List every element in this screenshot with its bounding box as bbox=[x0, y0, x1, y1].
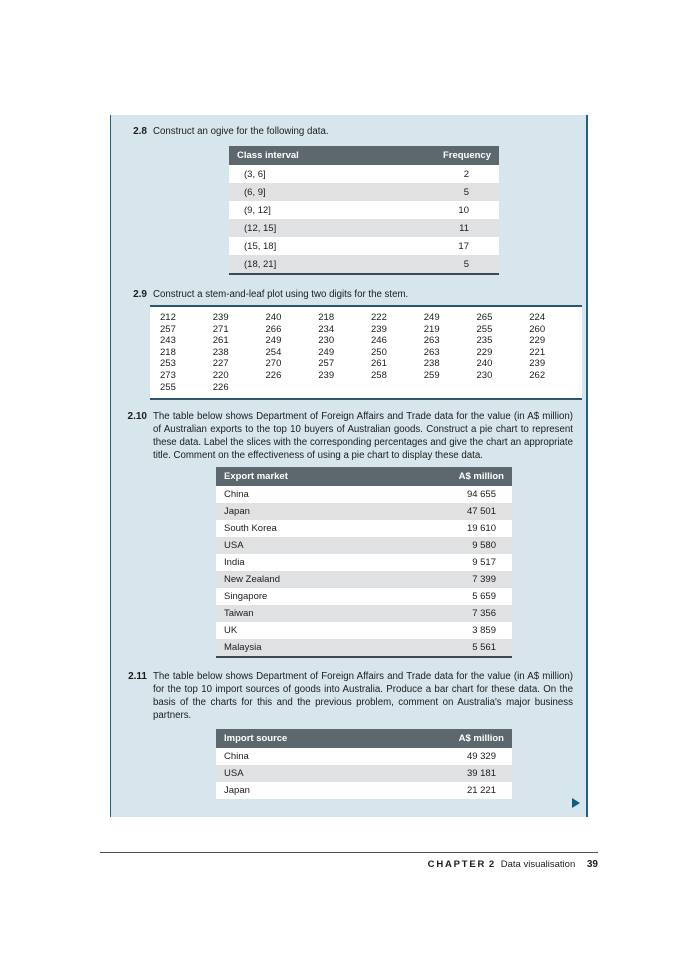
export-market-row bbox=[216, 639, 512, 656]
table-cell: 3 859 bbox=[472, 625, 496, 637]
table-cell: (6, 9] bbox=[244, 186, 266, 198]
import-source-row bbox=[216, 765, 512, 782]
import-source-row bbox=[216, 748, 512, 765]
table-cell: 2 bbox=[463, 168, 469, 180]
import-source-table bbox=[216, 729, 512, 799]
data-values-row bbox=[160, 324, 582, 336]
exercise-text: The table below shows Department of Foreign Affairs and Trade data for the value (in A$ million) for the top 10 import sources of goods into Australia. Produce a bar chart for these data. On the basis of the charts for this and the previous problem, comment on Australia's major business partners. bbox=[153, 671, 573, 722]
table-cell: 7 399 bbox=[472, 574, 496, 586]
table-cell: 11 bbox=[459, 222, 469, 234]
column-header-a-million: A$ million bbox=[458, 471, 504, 483]
table-cell: 229 bbox=[529, 335, 546, 347]
exercise-number: 2.10 bbox=[127, 411, 147, 423]
table-cell: 47 501 bbox=[466, 506, 496, 518]
table-cell: 49 329 bbox=[466, 751, 496, 763]
table-cell: 257 bbox=[318, 358, 335, 370]
exercise-text: Construct a stem-and-leaf plot using two digits for the stem. bbox=[153, 289, 409, 300]
table-cell: South Korea bbox=[224, 523, 277, 535]
table-cell: 263 bbox=[423, 335, 440, 347]
table-cell: 39 181 bbox=[466, 768, 496, 780]
table-cell: 250 bbox=[371, 346, 387, 358]
page-continues-arrow-icon bbox=[572, 798, 580, 808]
table-cell: 239 bbox=[318, 369, 335, 381]
table-cell: 254 bbox=[265, 346, 282, 358]
export-market-row bbox=[216, 520, 512, 537]
chapter-title: Data visualisation bbox=[500, 859, 576, 870]
table-cell: (15, 18] bbox=[244, 240, 277, 252]
exercise-number: 2.9 bbox=[133, 289, 147, 300]
data-values-row bbox=[160, 382, 582, 394]
export-market-table bbox=[216, 467, 512, 658]
table-cell: India bbox=[224, 557, 245, 569]
table-cell: 273 bbox=[160, 369, 176, 381]
table-cell: 218 bbox=[318, 312, 335, 323]
export-market-row bbox=[216, 554, 512, 571]
column-header-import-source: Import source bbox=[224, 733, 288, 745]
page-footer bbox=[100, 852, 598, 870]
table-cell: 219 bbox=[423, 323, 440, 335]
table-cell: 222 bbox=[371, 312, 387, 323]
import-source-row bbox=[216, 782, 512, 799]
table-cell: (18, 21] bbox=[244, 258, 277, 270]
chapter-label: CHAPTER bbox=[427, 859, 487, 870]
table-cell: 7 356 bbox=[472, 608, 496, 620]
table-cell: 230 bbox=[318, 335, 335, 347]
data-values-row bbox=[160, 347, 582, 359]
table-cell: 262 bbox=[529, 369, 546, 381]
table-cell: 243 bbox=[160, 335, 176, 347]
chapter-number: 2 bbox=[488, 859, 495, 870]
data-values-row bbox=[160, 312, 582, 324]
table-cell: 249 bbox=[318, 346, 335, 358]
table-cell: 239 bbox=[212, 312, 229, 323]
table-cell: 238 bbox=[212, 346, 229, 358]
table-cell: 266 bbox=[265, 323, 282, 335]
table-cell: Malaysia bbox=[224, 642, 262, 654]
table-cell: 234 bbox=[318, 323, 335, 335]
table-cell: 270 bbox=[265, 358, 282, 370]
column-header-frequency: Frequency bbox=[442, 150, 491, 161]
table-cell: USA bbox=[224, 768, 244, 780]
class-interval-row bbox=[229, 201, 499, 219]
table-cell: 212 bbox=[160, 312, 176, 323]
table-cell: China bbox=[224, 751, 249, 763]
exercises-panel bbox=[110, 115, 588, 817]
table-cell: Japan bbox=[224, 785, 250, 797]
table-cell: 94 655 bbox=[466, 489, 496, 501]
table-cell: 261 bbox=[371, 358, 387, 370]
exercise-2-10 bbox=[111, 410, 586, 462]
table-cell: 261 bbox=[212, 335, 229, 347]
class-interval-row bbox=[229, 183, 499, 201]
table-cell: 240 bbox=[476, 358, 493, 370]
exercise-2-8 bbox=[111, 125, 586, 138]
table-body bbox=[229, 165, 499, 273]
table-cell: 257 bbox=[160, 323, 176, 335]
table-cell: 249 bbox=[265, 335, 282, 347]
class-interval-row bbox=[229, 255, 499, 273]
table-cell: 226 bbox=[212, 381, 229, 393]
table-cell: 230 bbox=[476, 369, 493, 381]
table-cell: 221 bbox=[529, 346, 546, 358]
export-market-row bbox=[216, 622, 512, 639]
table-cell: Japan bbox=[224, 506, 250, 518]
export-market-row bbox=[216, 571, 512, 588]
exercise-number: 2.11 bbox=[128, 671, 147, 683]
table-header-row bbox=[216, 729, 512, 748]
table-cell: 239 bbox=[371, 323, 387, 335]
page-number: 39 bbox=[586, 859, 598, 870]
exercise-2-9 bbox=[111, 288, 586, 301]
column-header-export-market: Export market bbox=[224, 471, 288, 483]
table-cell: China bbox=[224, 489, 249, 501]
column-header-a-million: A$ million bbox=[458, 733, 504, 745]
table-body bbox=[216, 486, 512, 656]
class-interval-table bbox=[229, 146, 499, 275]
table-cell: 263 bbox=[423, 346, 440, 358]
table-cell: 255 bbox=[160, 381, 176, 393]
table-cell: 5 bbox=[463, 258, 469, 270]
table-header-row bbox=[229, 146, 499, 165]
exercise-text: The table below shows Department of Foreign Affairs and Trade data for the value (in A$ million) of Australian exports to the top 10 buyers of Australian goods. Construct a pie chart to represent these data. Label the slices with the corresponding percentages and give the chart an appropriate title. Comment on the effectiveness of using a pie chart to display these data. bbox=[153, 411, 573, 462]
table-header-row bbox=[216, 467, 512, 486]
data-values-row bbox=[160, 370, 582, 382]
class-interval-row bbox=[229, 237, 499, 255]
table-cell: 253 bbox=[160, 358, 176, 370]
table-cell: (9, 12] bbox=[244, 204, 271, 216]
class-interval-row bbox=[229, 165, 499, 183]
table-cell: New Zealand bbox=[224, 574, 280, 586]
table-cell: 9 580 bbox=[472, 540, 496, 552]
table-cell: 227 bbox=[212, 358, 229, 370]
class-interval-row bbox=[229, 219, 499, 237]
table-cell: 260 bbox=[529, 323, 546, 335]
table-cell: 240 bbox=[265, 312, 282, 323]
table-cell: 238 bbox=[423, 358, 440, 370]
table-cell: 19 610 bbox=[466, 523, 496, 535]
table-cell: 5 bbox=[463, 186, 469, 198]
table-cell: 255 bbox=[476, 323, 493, 335]
column-header-class-interval: Class interval bbox=[237, 150, 299, 161]
table-cell: 271 bbox=[212, 323, 229, 335]
table-cell: 235 bbox=[476, 335, 493, 347]
table-cell: 258 bbox=[371, 369, 387, 381]
exercise-2-11 bbox=[111, 670, 586, 722]
table-cell: 220 bbox=[212, 369, 229, 381]
table-cell: (12, 15] bbox=[244, 222, 277, 234]
stem-leaf-data-box bbox=[150, 305, 582, 400]
table-cell: USA bbox=[224, 540, 244, 552]
export-market-row bbox=[216, 605, 512, 622]
table-cell: 5 561 bbox=[472, 642, 496, 654]
table-cell: 246 bbox=[371, 335, 387, 347]
export-market-row bbox=[216, 588, 512, 605]
table-cell: 5 659 bbox=[472, 591, 496, 603]
table-cell: (3, 6] bbox=[244, 168, 266, 180]
table-cell: 229 bbox=[476, 346, 493, 358]
table-cell: 249 bbox=[423, 312, 440, 323]
table-body bbox=[216, 748, 512, 799]
table-cell: 226 bbox=[265, 369, 282, 381]
exercise-text: Construct an ogive for the following data. bbox=[153, 126, 329, 137]
table-cell: 10 bbox=[458, 204, 469, 216]
data-values-row bbox=[160, 335, 582, 347]
table-cell: 224 bbox=[529, 312, 546, 323]
table-cell: Singapore bbox=[224, 591, 268, 603]
table-cell: 17 bbox=[458, 240, 469, 252]
export-market-row bbox=[216, 503, 512, 520]
table-cell: 259 bbox=[423, 369, 440, 381]
table-cell: 21 221 bbox=[466, 785, 496, 797]
export-market-row bbox=[216, 486, 512, 503]
table-cell: 239 bbox=[529, 358, 546, 370]
table-cell: Taiwan bbox=[224, 608, 254, 620]
export-market-row bbox=[216, 537, 512, 554]
table-cell: UK bbox=[224, 625, 238, 637]
table-cell: 218 bbox=[160, 346, 176, 358]
data-values-row bbox=[160, 358, 582, 370]
table-cell: 265 bbox=[476, 312, 493, 323]
table-cell: 9 517 bbox=[472, 557, 496, 569]
exercise-number: 2.8 bbox=[133, 126, 147, 137]
